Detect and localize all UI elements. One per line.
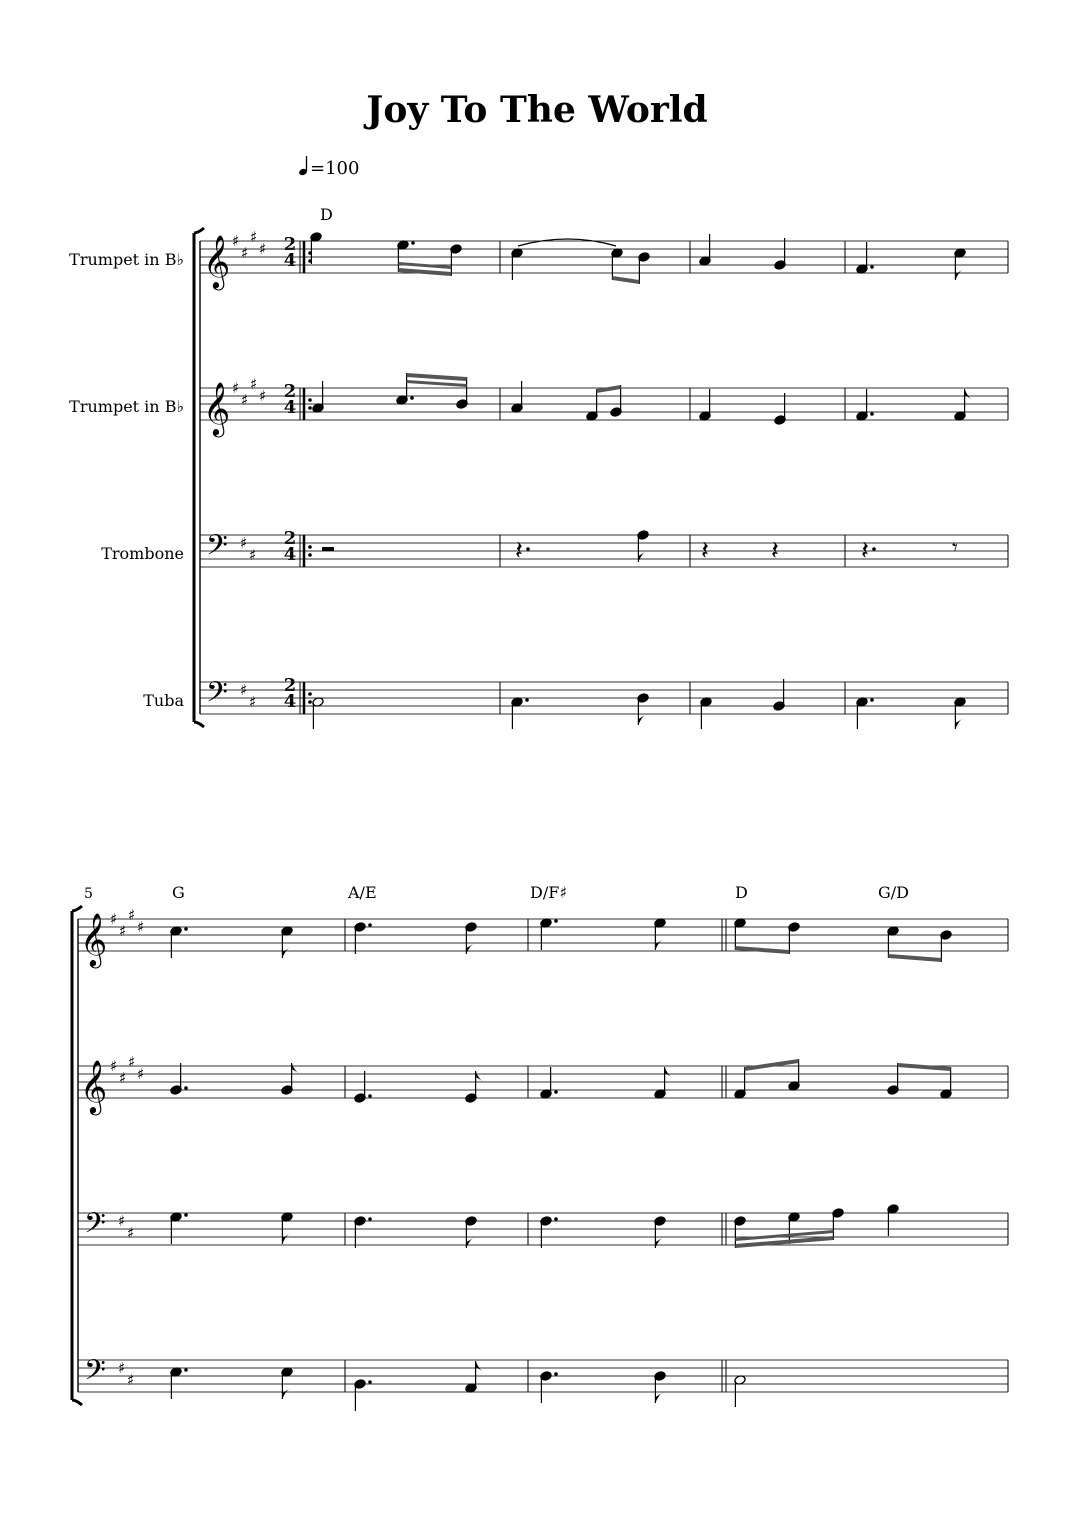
note-beam — [398, 268, 451, 276]
note-beam — [898, 1063, 951, 1071]
eighth-flag — [292, 1063, 300, 1074]
measure-number: 5 — [84, 886, 93, 902]
augmentation-dot — [525, 698, 529, 702]
augmentation-dot — [554, 1372, 558, 1376]
augmentation-dot — [870, 698, 874, 702]
augmentation-dot — [870, 265, 874, 269]
eighth-flag — [655, 939, 663, 950]
augmentation-dot — [554, 919, 558, 923]
time-sig-bottom: 4 — [283, 250, 297, 271]
notation-layer — [72, 228, 1008, 1411]
eighth-flag — [282, 1233, 290, 1244]
repeat-dot — [308, 700, 312, 704]
bass-clef-icon: 𝄢 — [206, 529, 228, 569]
note-beam — [407, 373, 467, 381]
eighth-rest-icon: 𝄾 — [952, 536, 958, 561]
augmentation-dot — [554, 1090, 558, 1094]
eighth-flag — [655, 1237, 663, 1248]
time-sig-bottom: 4 — [283, 397, 297, 418]
instrument-name-trombone: Trombone — [101, 544, 184, 563]
sharp-icon: ♯ — [232, 379, 240, 397]
time-sig-top: 2 — [283, 381, 297, 402]
sharp-icon: ♯ — [240, 534, 248, 552]
repeat-dot — [308, 398, 312, 402]
augmentation-dot — [872, 547, 876, 551]
sharp-icon: ♯ — [240, 681, 248, 699]
repeat-dot — [308, 406, 312, 410]
tie — [518, 239, 616, 246]
instrument-name-trumpet-1: Trumpet in B♭ — [69, 250, 184, 269]
sharp-icon: ♯ — [119, 1069, 127, 1087]
augmentation-dot — [184, 1213, 188, 1217]
augmentation-dot — [368, 1094, 372, 1098]
eighth-flag — [638, 551, 646, 562]
tempo-marking — [298, 156, 359, 179]
treble-clef-icon: 𝄞 — [80, 1059, 108, 1113]
augmentation-dot — [368, 1380, 372, 1384]
sharp-icon: ♯ — [128, 1053, 136, 1071]
note-beam — [407, 380, 467, 387]
augmentation-dot — [410, 396, 414, 400]
augmentation-dot — [184, 1368, 188, 1372]
sharp-icon: ♯ — [241, 391, 249, 409]
note-beam — [888, 954, 941, 962]
half-rest-icon — [322, 547, 334, 551]
sharp-icon: ♯ — [127, 1371, 135, 1389]
sharp-icon: ♯ — [118, 1212, 126, 1230]
time-sig-bottom: 4 — [283, 691, 297, 712]
chord-symbol: G — [172, 883, 185, 902]
time-sig-top: 2 — [283, 234, 297, 255]
augmentation-dot — [368, 1217, 372, 1221]
chord-symbol: G/D — [878, 883, 909, 902]
sharp-icon: ♯ — [118, 1359, 126, 1377]
system-bracket — [194, 228, 204, 727]
sharp-icon: ♯ — [259, 387, 267, 405]
treble-clef-icon: 𝄞 — [80, 912, 108, 966]
instrument-name-trumpet-2: Trumpet in B♭ — [69, 397, 184, 416]
augmentation-dot — [184, 927, 188, 931]
quarter-rest-icon: 𝄽 — [771, 536, 779, 566]
eighth-flag — [638, 714, 646, 725]
sharp-icon: ♯ — [110, 910, 118, 928]
note-beam — [745, 1059, 799, 1071]
quarter-rest-icon: 𝄽 — [701, 536, 709, 566]
time-sig-bottom: 4 — [283, 544, 297, 565]
chord-symbol: D/F♯ — [530, 883, 568, 902]
sharp-icon: ♯ — [127, 1224, 135, 1242]
eighth-flag — [282, 1388, 290, 1399]
time-sig-top: 2 — [283, 528, 297, 549]
sharp-icon: ♯ — [259, 240, 267, 258]
eighth-flag — [466, 943, 474, 954]
bass-clef-icon: 𝄢 — [84, 1354, 106, 1394]
chord-symbol: A/E — [348, 883, 377, 902]
sharp-icon: ♯ — [249, 693, 257, 711]
treble-clef-icon: 𝄞 — [203, 381, 231, 435]
repeat-dot — [308, 545, 312, 549]
eighth-flag — [965, 389, 973, 400]
sharp-icon: ♯ — [137, 1065, 145, 1083]
sharp-icon: ♯ — [250, 375, 258, 393]
eighth-flag — [955, 718, 963, 729]
eighth-flag — [466, 1237, 474, 1248]
eighth-flag — [955, 269, 963, 280]
time-sig-top: 2 — [283, 675, 297, 696]
treble-clef-icon: 𝄞 — [203, 234, 231, 288]
eighth-flag — [476, 1361, 484, 1372]
score-title: Joy To The World — [366, 89, 708, 131]
repeat-dot — [308, 553, 312, 557]
quarter-rest-icon: 𝄽 — [515, 536, 523, 566]
eighth-flag — [665, 1067, 673, 1078]
sharp-icon: ♯ — [232, 232, 240, 250]
eighth-flag — [282, 947, 290, 958]
chord-symbol: D — [735, 883, 748, 902]
sharp-icon: ♯ — [241, 244, 249, 262]
tempo-value: =100 — [310, 158, 360, 179]
note-beam — [735, 946, 789, 954]
bass-clef-icon: 𝄢 — [84, 1207, 106, 1247]
note-beam — [398, 262, 451, 269]
sharp-icon: ♯ — [110, 1057, 118, 1075]
chord-symbol: D — [320, 205, 333, 224]
augmentation-dot — [411, 241, 415, 245]
augmentation-dot — [526, 547, 530, 551]
augmentation-dot — [554, 1217, 558, 1221]
note-beam — [597, 385, 621, 393]
quarter-rest-icon: 𝄽 — [861, 536, 869, 566]
sharp-icon: ♯ — [137, 918, 145, 936]
bass-clef-icon: 𝄢 — [206, 676, 228, 716]
sharp-icon: ♯ — [249, 546, 257, 564]
sharp-icon: ♯ — [119, 922, 127, 940]
eighth-flag — [655, 1392, 663, 1403]
sharp-icon: ♯ — [250, 228, 258, 246]
note-beam — [612, 276, 639, 284]
augmentation-dot — [870, 412, 874, 416]
augmentation-dot — [184, 1086, 188, 1090]
augmentation-dot — [368, 923, 372, 927]
system-bracket — [72, 906, 82, 1405]
sharp-icon: ♯ — [128, 906, 136, 924]
eighth-flag — [476, 1071, 484, 1082]
repeat-dot — [308, 692, 312, 696]
instrument-name-tuba: Tuba — [143, 691, 184, 710]
